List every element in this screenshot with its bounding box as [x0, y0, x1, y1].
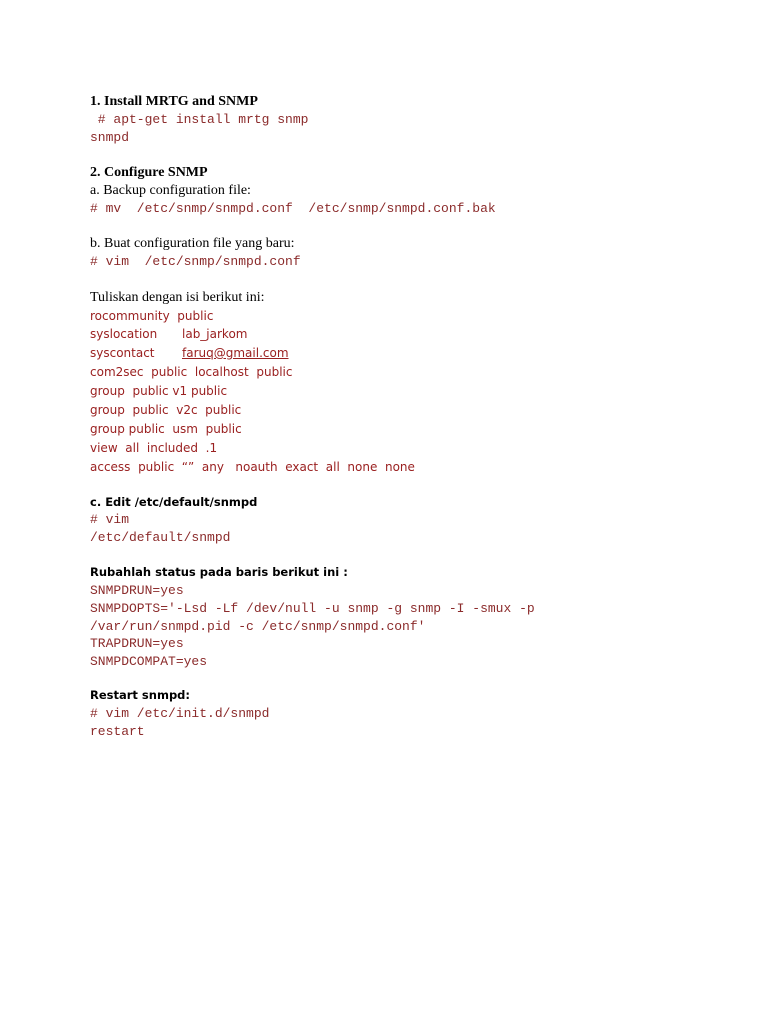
restart-heading: Restart snmpd: [90, 688, 191, 702]
conf-syslocation-key: syslocation [90, 327, 158, 341]
write-contents-label: Tuliskan dengan isi berikut ini: [90, 290, 265, 305]
conf-syslocation [90, 328, 247, 340]
restart-command-line-2: restart [90, 724, 145, 739]
conf-rocommunity: rocommunity public [90, 309, 214, 323]
snmpdopts-line-1: SNMPDOPTS='-Lsd -Lf /dev/null -u snmp -g snmp -I -smux -p [90, 601, 535, 616]
backup-label: a. Backup configuration file: [90, 183, 251, 198]
install-command-line-2: snmpd [90, 130, 130, 145]
conf-syscontact-key: syscontact [90, 346, 155, 360]
edit-default-command-line-1: # vim [90, 512, 130, 527]
change-status-label: Rubahlah status pada baris berikut ini : [90, 565, 348, 579]
restart-command-line-1: # vim /etc/init.d/snmpd [90, 706, 270, 721]
email-link[interactable]: faruq@gmail.com [182, 346, 289, 360]
section-1-heading: 1. Install MRTG and SNMP [90, 94, 258, 109]
conf-group-usm: group public usm public [90, 422, 242, 436]
edit-default-command-line-2: /etc/default/snmpd [90, 530, 231, 545]
conf-access: access public “” any noauth exact all none none [90, 460, 415, 474]
section-c-heading: c. Edit /etc/default/snmpd [90, 495, 258, 509]
conf-group-v1: group public v1 public [90, 384, 228, 398]
new-config-label: b. Buat configuration file yang baru: [90, 236, 295, 251]
trapdrun-line: TRAPDRUN=yes [90, 636, 184, 651]
conf-syscontact [90, 347, 289, 359]
snmpdrun-line: SNMPDRUN=yes [90, 583, 184, 598]
backup-command: # mv /etc/snmp/snmpd.conf /etc/snmp/snmpd.conf.bak [90, 201, 496, 216]
section-2-heading: 2. Configure SNMP [90, 165, 208, 180]
conf-group-v2c: group public v2c public [90, 403, 242, 417]
new-config-command: # vim /etc/snmp/snmpd.conf [90, 254, 301, 269]
snmpdopts-line-2: /var/run/snmpd.pid -c /etc/snmp/snmpd.conf' [90, 619, 426, 634]
install-command-line-1: # apt-get install mrtg snmp [90, 112, 309, 127]
conf-com2sec: com2sec public localhost public [90, 365, 293, 379]
conf-syslocation-value: lab_jarkom [182, 327, 248, 341]
conf-view: view all included .1 [90, 441, 218, 455]
snmpdcompat-line: SNMPDCOMPAT=yes [90, 654, 208, 669]
